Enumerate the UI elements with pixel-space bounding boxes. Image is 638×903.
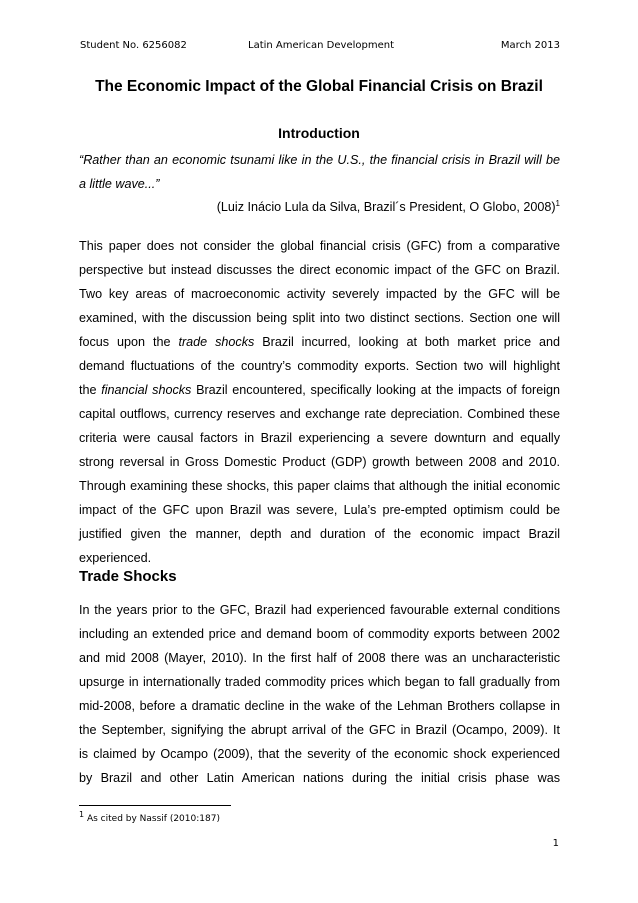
introduction-paragraph xyxy=(79,234,560,570)
paragraph-line: capital outflows, currency reserves and exchange rate depreciation. Combined these xyxy=(79,407,560,421)
footnote-text: As cited by Nassif (2010:187) xyxy=(86,814,220,824)
paragraph-line: criteria were causal factors in Brazil experiencing a severe downturn and equally xyxy=(79,431,560,445)
header-student-number: Student No. 6256082 xyxy=(80,40,187,51)
paragraph-line: Two key areas of macroeconomic activity severely impacted by the GFC will be xyxy=(79,287,560,301)
trade-shocks-heading: Trade Shocks xyxy=(79,568,177,585)
page-number: 1 xyxy=(552,838,559,849)
paragraph-line: is claimed by Ocampo (2009), that the severity of the economic shock experienced xyxy=(79,747,560,761)
line-text: focus upon the xyxy=(79,335,171,349)
paragraph-line xyxy=(79,330,560,354)
paragraph-line xyxy=(79,378,560,402)
paragraph-line: the September, signifying the abrupt arrival of the GFC in Brazil (Ocampo, 2009). It xyxy=(79,723,560,737)
footnote-number: 1 xyxy=(79,810,85,819)
line-text: Brazil incurred, looking at both market price and xyxy=(262,335,561,349)
line-text: Brazil encountered, specifically looking at the impacts of foreign xyxy=(196,383,561,397)
quote-attribution xyxy=(79,200,560,214)
paragraph-line: examined, with the discussion being split into two distinct sections. Section one will xyxy=(79,311,560,325)
header-course: Latin American Development xyxy=(248,40,395,51)
footnote-reference: 1 xyxy=(555,198,560,208)
paragraph-line: demand fluctuations of the country’s commodity exports. Section two will highlight xyxy=(79,359,560,373)
quote-line: “Rather than an economic tsunami like in the U.S., the financial crisis in Brazil will be xyxy=(79,153,560,167)
line-text: the xyxy=(79,383,97,397)
trade-shocks-paragraph xyxy=(79,598,560,790)
paragraph-line: justified given the manner, depth and duration of the economic impact Brazil xyxy=(79,527,560,541)
emphasis-financial-shocks: financial shocks xyxy=(101,383,192,397)
emphasis-trade-shocks: trade shocks xyxy=(178,335,255,349)
paragraph-line: perspective but instead discusses the direct economic impact of the GFC on Brazil. xyxy=(79,263,560,277)
paragraph-line: experienced. xyxy=(79,551,152,565)
paragraph-line: impact of the GFC upon Brazil was severe, Lula’s pre-empted optimism could be xyxy=(79,503,560,517)
paragraph-line: strong reversal in Gross Domestic Product (GDP) growth between 2008 and 2010. xyxy=(79,455,560,469)
attribution-text: (Luiz Inácio Lula da Silva, Brazil´s President, O Globo, 2008) xyxy=(216,200,556,214)
document-title: The Economic Impact of the Global Financial Crisis on Brazil xyxy=(95,78,543,95)
quote-line: a little wave...” xyxy=(79,177,160,191)
header-date: March 2013 xyxy=(500,40,560,51)
paragraph-line: upsurge in internationally traded commodity prices which began to fall gradually from xyxy=(79,675,560,689)
footnote xyxy=(79,810,220,824)
paragraph-line: including an extended price and demand boom of commodity exports between 2002 xyxy=(79,627,560,641)
paragraph-line: This paper does not consider the global financial crisis (GFC) from a comparative xyxy=(79,239,560,253)
paragraph-line: and mid 2008 (Mayer, 2010). In the first half of 2008 there was an uncharacteristic xyxy=(79,651,560,665)
introduction-heading: Introduction xyxy=(278,125,360,141)
paragraph-line: Through examining these shocks, this paper claims that although the initial economic xyxy=(79,479,560,493)
paragraph-line: In the years prior to the GFC, Brazil had experienced favourable external conditions xyxy=(79,603,560,617)
footnote-separator xyxy=(79,805,231,806)
opening-quote xyxy=(79,148,560,196)
paragraph-line: mid-2008, before a dramatic decline in the wake of the Lehman Brothers collapse in xyxy=(79,699,560,713)
paragraph-line: by Brazil and other Latin American nations during the initial crisis phase was xyxy=(79,771,560,785)
page-header xyxy=(80,40,560,54)
